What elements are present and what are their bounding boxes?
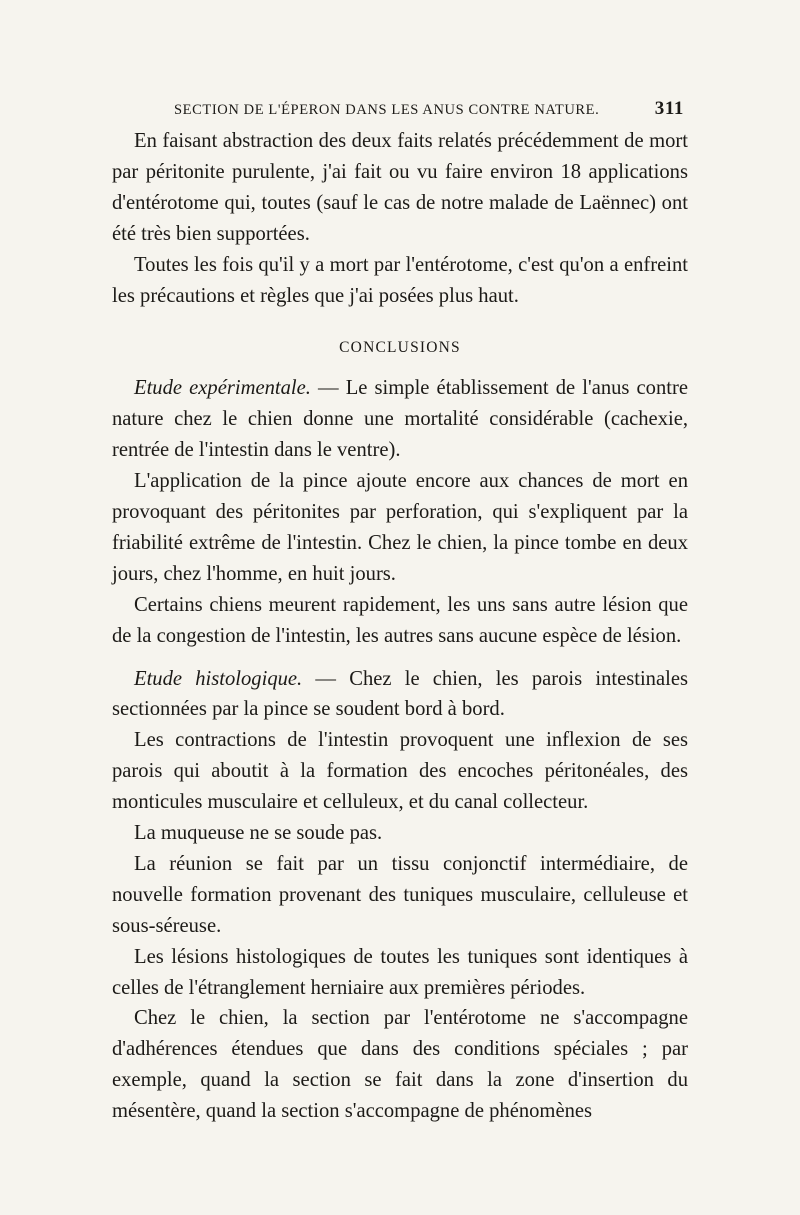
- paragraph: Les lésions histologiques de toutes les tuniques sont identiques à celles de l'étranglement herniaire aux premières périodes.: [112, 945, 688, 999]
- paragraph: La réunion se fait par un tissu conjonctif intermédiaire, de nouvelle formation provenant des tuniques musculaire, celluleuse et sous-séreuse.: [112, 852, 688, 937]
- paragraph-histological: [112, 664, 688, 726]
- experimental-text: — Le simple établissement de l'anus contre nature chez le chien donne une mortalité considérable (cachexie, rentrée de l'intestin dans le ventre).: [112, 377, 688, 462]
- histological-text: — Chez le chien, les parois intestinales sectionnées par la pince se soudent bord à bord.: [112, 667, 688, 721]
- paragraph-experimental: [112, 373, 688, 466]
- running-title: SECTION DE L'ÉPERON DANS LES ANUS CONTRE NATURE.: [174, 102, 600, 118]
- lead-histological: Etude histologique.: [134, 667, 303, 690]
- page-number: 311: [654, 98, 684, 119]
- paragraph: Les contractions de l'intestin provoquent une inflexion de ses parois qui aboutit à la formation des encoches péritonéales, des monticules musculaire et celluleux, et du canal collecteur.: [112, 729, 688, 814]
- paragraph: Toutes les fois qu'il y a mort par l'entérotome, c'est qu'on a enfreint les précautions et règles que j'ai posées plus haut.: [112, 253, 688, 307]
- paragraph: Chez le chien, la section par l'entérotome ne s'accompagne d'adhérences étendues que dans des conditions spéciales ; par exemple, quand la section se fait dans la zone d'insertion du mésentère, quand la section s'accompagne de phénomènes: [112, 1007, 688, 1123]
- running-head: [112, 98, 688, 120]
- paragraph: En faisant abstraction des deux faits relatés précédemment de mort par péritonite purulente, j'ai fait ou vu faire environ 18 applications d'entérotome qui, toutes (sauf le cas de notre malade de Laënnec) ont été très bien supportées.: [112, 130, 688, 245]
- page-body: [112, 126, 688, 1127]
- book-page: [112, 98, 688, 1127]
- paragraph: La muqueuse ne se soude pas.: [134, 822, 383, 845]
- section-heading: CONCLUSIONS: [339, 339, 461, 357]
- lead-experimental: Etude expérimentale.: [134, 377, 311, 400]
- paragraph: Certains chiens meurent rapidement, les uns sans autre lésion que de la congestion de l'intestin, les autres sans aucune espèce de lésion.: [112, 593, 688, 647]
- paragraph: L'application de la pince ajoute encore aux chances de mort en provoquant des péritonites par perforation, qui s'expliquent par la friabilité extrême de l'intestin. Chez le chien, la pince tombe en deux jours, chez l'homme, en huit jours.: [112, 470, 688, 585]
